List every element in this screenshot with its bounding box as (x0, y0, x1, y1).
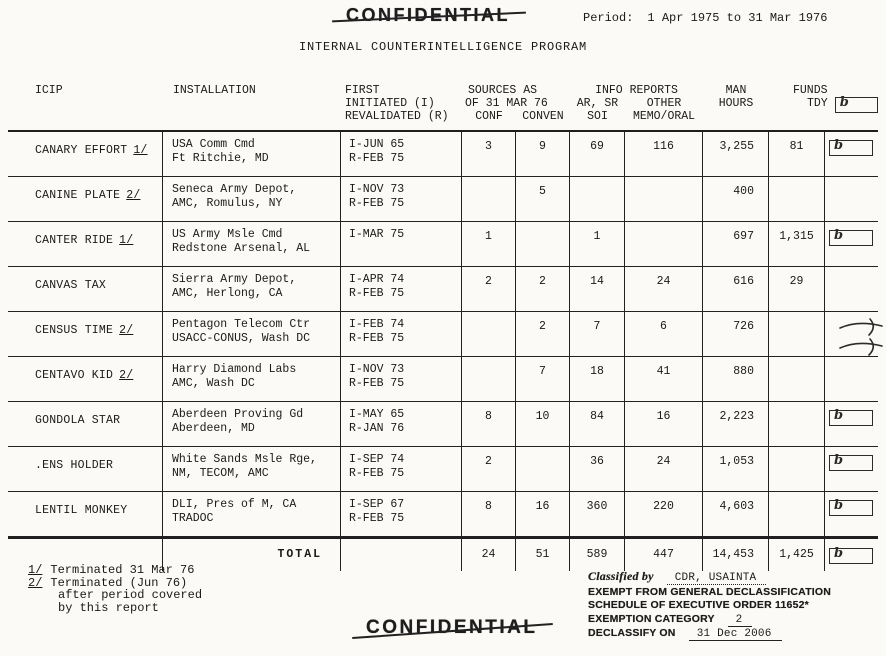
installation-line: White Sands Msle Rge, (172, 453, 317, 466)
handwritten-mark: b (834, 546, 844, 561)
man-hours-value: 1,053 (703, 447, 769, 491)
icip-name: GONDOLA STAR (35, 414, 121, 427)
period-label: Period: (583, 11, 634, 25)
confidential-stamp-bottom (366, 617, 537, 639)
schedule-line: SCHEDULE OF EXECUTIVE ORDER 11652* (588, 599, 809, 611)
confidential-stamp-text: CONFIDENTIAL (366, 617, 538, 638)
conven-value: 7 (516, 357, 570, 401)
header-funds: FUNDS (793, 84, 828, 97)
classification-box (829, 410, 873, 426)
declassify-on-value: 31 Dec 2006 (689, 628, 782, 641)
classified-by-value: CDR, USAINTA (667, 572, 767, 585)
soi-value: 84 (570, 402, 625, 446)
header-soi: SOI (587, 110, 608, 123)
conf-value (462, 312, 516, 356)
installation-line: AMC, Herlong, CA (172, 287, 283, 300)
handwritten-mark: b (834, 228, 844, 243)
footnote-ref: 1/ (28, 563, 43, 577)
header-sources: SOURCES AS (468, 84, 538, 97)
man-hours-value: 4,603 (703, 492, 769, 536)
confidential-stamp-text: CONFIDENTIAL (346, 5, 510, 25)
other-value (625, 177, 703, 221)
exemption-category-value: 2 (728, 614, 753, 627)
conven-value: 5 (516, 177, 570, 221)
exemption-category-label: EXEMPTION CATEGORY (588, 612, 715, 625)
revalidated-date: R-FEB 75 (349, 332, 405, 345)
handwritten-mark: b (839, 95, 849, 110)
header-conven: CONVEN (522, 110, 564, 123)
initiated-date: I-FEB 74 (349, 318, 405, 331)
header-info-reports: INFO REPORTS (595, 84, 678, 97)
tdy-value (769, 312, 825, 356)
conf-value (462, 177, 516, 221)
icip-name: CANINE PLATE (35, 189, 121, 202)
classification-box (829, 230, 873, 246)
total-label: TOTAL (163, 539, 341, 571)
footnote-ref: 2/ (126, 189, 141, 202)
installation-line: DLI, Pres of M, CA (172, 498, 297, 511)
document-title: INTERNAL COUNTERINTELLIGENCE PROGRAM (298, 40, 588, 54)
header-icip: ICIP (35, 84, 63, 97)
revalidated-date: R-FEB 75 (349, 152, 405, 165)
header-first: FIRST (345, 84, 380, 97)
tdy-value (769, 357, 825, 401)
conven-value (516, 447, 570, 491)
tdy-value: 29 (769, 267, 825, 311)
icip-name: CENSUS TIME (35, 324, 114, 337)
tdy-value (769, 492, 825, 536)
period-value: 1 Apr 1975 to 31 Mar 1976 (647, 11, 828, 25)
man-hours-value: 2,223 (703, 402, 769, 446)
revalidated-date: R-FEB 75 (349, 377, 405, 390)
conf-value: 2 (462, 267, 516, 311)
installation-line: Seneca Army Depot, (172, 183, 297, 196)
soi-value: 69 (570, 132, 625, 176)
tdy-value: 81 (769, 132, 825, 176)
man-hours-value: 616 (703, 267, 769, 311)
icip-name: CANARY EFFORT (35, 144, 128, 157)
conf-value: 8 (462, 402, 516, 446)
table-row (8, 492, 878, 537)
revalidated-date: R-FEB 75 (349, 512, 405, 525)
installation-line: AMC, Romulus, NY (172, 197, 283, 210)
total-tdy: 1,425 (769, 539, 825, 571)
revalidated-date: R-FEB 75 (349, 287, 405, 300)
handwritten-mark: b (834, 138, 844, 153)
icip-name: CANVAS TAX (35, 279, 107, 292)
other-value: 220 (625, 492, 703, 536)
header-sources-date: OF 31 MAR 76 (465, 97, 548, 110)
margin-scribble (838, 316, 884, 364)
footnote-text: by this report (58, 600, 159, 615)
icip-name: CANTER RIDE (35, 234, 114, 247)
header-memo-oral: MEMO/ORAL (632, 110, 696, 123)
initiated-date: I-SEP 67 (349, 498, 405, 511)
total-conf: 24 (462, 539, 516, 571)
conf-value: 8 (462, 492, 516, 536)
other-value: 24 (625, 447, 703, 491)
exempt-line: EXEMPT FROM GENERAL DECLASSIFICATION (588, 585, 832, 598)
conven-value: 2 (516, 312, 570, 356)
installation-line: Pentagon Telecom Ctr (172, 318, 311, 331)
confidential-stamp-top (346, 5, 510, 26)
other-value: 116 (625, 132, 703, 176)
table-row (8, 357, 878, 402)
installation-line: AMC, Wash DC (172, 377, 255, 390)
other-value: 41 (625, 357, 703, 401)
total-conven: 51 (516, 539, 570, 571)
conf-value: 3 (462, 132, 516, 176)
man-hours-value: 3,255 (703, 132, 769, 176)
table-row (8, 177, 878, 222)
declassification-stamp (588, 570, 876, 642)
table-row (8, 402, 878, 447)
table-row (8, 222, 878, 267)
installation-line: US Army Msle Cmd (172, 228, 283, 241)
other-value (625, 222, 703, 266)
installation-line: Harry Diamond Labs (172, 363, 297, 376)
table-header (8, 84, 878, 124)
soi-value: 1 (570, 222, 625, 266)
table-row (8, 447, 878, 492)
footnote-ref: 1/ (133, 144, 148, 157)
soi-value (570, 177, 625, 221)
tdy-value: 1,315 (769, 222, 825, 266)
table-row (8, 132, 878, 177)
tdy-value (769, 177, 825, 221)
conven-value (516, 222, 570, 266)
other-value: 16 (625, 402, 703, 446)
classification-box (829, 140, 873, 156)
initiated-date: I-MAR 75 (349, 228, 405, 241)
icip-name: CENTAVO KID (35, 369, 114, 382)
table-row (8, 267, 878, 312)
header-revalidated: REVALIDATED (R) (345, 110, 449, 123)
initiated-date: I-NOV 73 (349, 183, 405, 196)
initiated-date: I-NOV 73 (349, 363, 405, 376)
icip-name: LENTIL MONKEY (35, 504, 128, 517)
installation-line: Sierra Army Depot, (172, 273, 297, 286)
soi-value: 14 (570, 267, 625, 311)
man-hours-value: 400 (703, 177, 769, 221)
other-value: 24 (625, 267, 703, 311)
soi-value: 360 (570, 492, 625, 536)
classification-box (829, 500, 873, 516)
footnote-ref: 2/ (119, 369, 134, 382)
header-ar-sr: AR, SR (576, 97, 619, 110)
tdy-value (769, 447, 825, 491)
table-row (8, 312, 878, 357)
icip-name: .ENS HOLDER (35, 459, 114, 472)
soi-value: 7 (570, 312, 625, 356)
installation-line: USACC-CONUS, Wash DC (172, 332, 311, 345)
installation-line: Redstone Arsenal, AL (172, 242, 311, 255)
installation-line: Aberdeen, MD (172, 422, 255, 435)
header-other: OTHER (646, 97, 682, 110)
installation-line: NM, TECOM, AMC (172, 467, 269, 480)
conven-value: 2 (516, 267, 570, 311)
soi-value: 18 (570, 357, 625, 401)
other-value: 6 (625, 312, 703, 356)
initiated-date: I-SEP 74 (349, 453, 405, 466)
footnotes (28, 564, 202, 614)
footnote-text: Terminated (Jun 76) (50, 575, 188, 590)
conven-value: 16 (516, 492, 570, 536)
footnote-ref: 1/ (119, 234, 134, 247)
header-tdy: TDY (807, 97, 828, 110)
header-installation: INSTALLATION (173, 84, 256, 97)
conven-value: 10 (516, 402, 570, 446)
classification-box (829, 455, 873, 471)
total-other: 447 (625, 539, 703, 571)
conf-value (462, 357, 516, 401)
man-hours-value: 726 (703, 312, 769, 356)
initiated-date: I-MAY 65 (349, 408, 405, 421)
installation-line: Ft Ritchie, MD (172, 152, 269, 165)
man-hours-value: 697 (703, 222, 769, 266)
installation-line: Aberdeen Proving Gd (172, 408, 304, 421)
header-hours: HOURS (718, 97, 754, 110)
man-hours-value: 880 (703, 357, 769, 401)
period (583, 11, 827, 25)
total-man-hours: 14,453 (703, 539, 769, 571)
installation-line: TRADOC (172, 512, 214, 525)
footnote-text: Terminated 31 Mar 76 (50, 563, 195, 577)
header-initiated: INITIATED (I) (345, 97, 435, 110)
initiated-date: I-JUN 65 (349, 138, 405, 151)
classification-box (829, 548, 873, 564)
classification-box (835, 97, 878, 113)
footnote-ref: 2/ (28, 575, 43, 590)
handwritten-mark: b (834, 408, 844, 423)
footnote-ref: 2/ (119, 324, 134, 337)
header-man: MAN (725, 84, 747, 97)
revalidated-date: R-FEB 75 (349, 467, 405, 480)
icip-table (8, 130, 878, 571)
handwritten-mark: b (834, 453, 844, 468)
footnote-text: after period covered (58, 588, 203, 602)
tdy-value (769, 402, 825, 446)
table-body (8, 132, 878, 537)
classified-by-label: Classified by (588, 569, 654, 583)
revalidated-date: R-JAN 76 (349, 422, 405, 435)
header-conf: CONF (475, 110, 503, 123)
conf-value: 1 (462, 222, 516, 266)
conven-value: 9 (516, 132, 570, 176)
revalidated-date: R-FEB 75 (349, 197, 405, 210)
installation-line: USA Comm Cmd (172, 138, 255, 151)
conf-value: 2 (462, 447, 516, 491)
initiated-date: I-APR 74 (349, 273, 405, 286)
declassify-on-label: DECLASSIFY ON (588, 627, 676, 639)
total-soi: 589 (570, 539, 625, 571)
handwritten-mark: b (834, 498, 844, 513)
soi-value: 36 (570, 447, 625, 491)
